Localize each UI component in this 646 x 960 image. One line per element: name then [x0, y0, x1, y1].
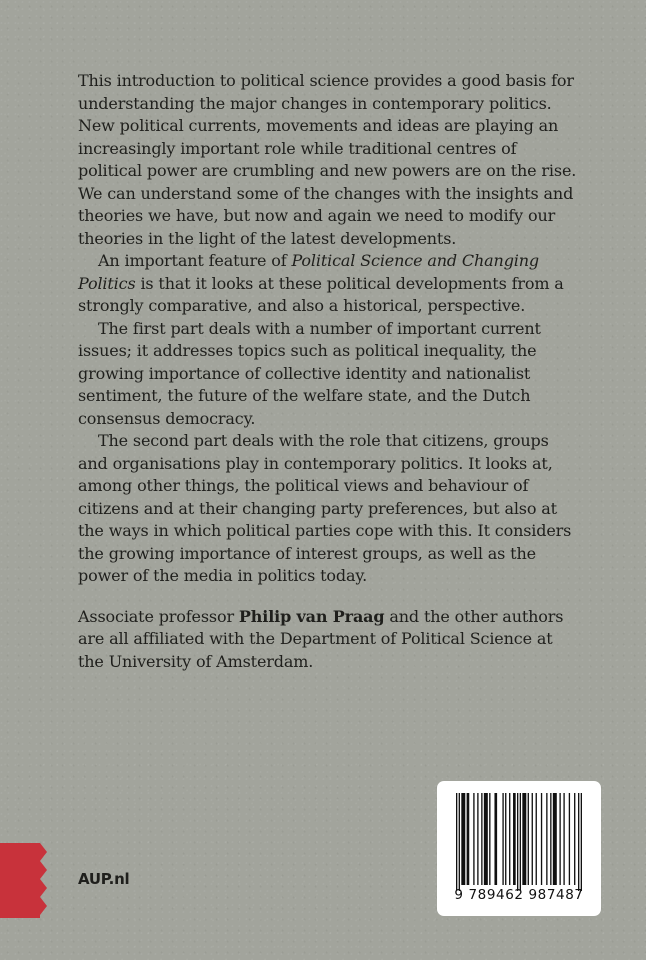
red-zigzag-logo-icon	[0, 843, 47, 918]
blurb-paragraph-2-intro: An important feature of	[98, 251, 292, 270]
barcode-bar	[473, 793, 474, 885]
barcode-bar	[481, 793, 482, 885]
barcode-bar	[581, 793, 582, 891]
barcode-bar	[520, 793, 521, 891]
barcode-bar	[563, 793, 564, 885]
isbn-number: 9 789462 987487	[454, 887, 584, 903]
barcode-bar	[484, 793, 488, 885]
back-cover-blurb	[78, 70, 578, 673]
blurb-paragraph-3: The first part deals with a number of important current issues; it addresses topics such as political inequality, the growing importance of collective identity and nationalist sentiment, the future of the welfare state, and the Dutch consensus democracy.	[78, 318, 541, 428]
barcode-bar	[461, 793, 465, 885]
barcode-bar	[569, 793, 570, 885]
barcode-bar	[456, 793, 457, 891]
barcode-bar	[528, 793, 529, 885]
barcode-bar	[513, 793, 516, 885]
barcode-bar	[505, 793, 506, 885]
publisher-logo-mark	[0, 843, 50, 918]
barcode-bars	[456, 793, 582, 891]
barcode-bar	[502, 793, 503, 885]
blurb-paragraph-2-rest: is that it looks at these political developments from a strongly comparative, and also a historical, perspective.	[78, 273, 564, 315]
barcode-bar	[522, 793, 526, 885]
barcode-bar	[494, 793, 497, 885]
barcode-bar	[467, 793, 470, 885]
author-name: Philip van Praag	[238, 606, 385, 626]
barcode-bar	[578, 793, 579, 891]
barcode-bar	[509, 793, 510, 885]
blurb-paragraph-4: The second part deals with the role that citizens, groups and organisations play in contemporary politics. It looks at, among other things, the political views and behaviour of citizens and at their changing party preferences, but also at the ways in which political parties cope with this. It considers the growing importance of interest groups, as well as the power of the media in politics today.	[78, 431, 572, 585]
barcode-bar	[574, 793, 575, 885]
barcode-bar	[477, 793, 478, 885]
barcode-bar	[541, 793, 542, 885]
blurb-paragraph-2	[78, 250, 578, 318]
book-title: Political Science and Changing Politics	[78, 251, 540, 293]
isbn-barcode	[437, 781, 601, 916]
author-note	[78, 606, 578, 674]
author-note-intro: Associate professor	[78, 606, 239, 626]
barcode-bar	[459, 793, 460, 891]
barcode-bar	[553, 793, 557, 885]
publisher-website: AUP.nl	[78, 870, 130, 888]
barcode-bar	[489, 793, 490, 885]
barcode-bar	[517, 793, 518, 891]
blurb-paragraph-1: This introduction to political science provides a good basis for understanding the major changes in contemporary politics. New political currents, movements and ideas are playing an increasingly important role while traditional centres of political power are crumbling and new powers are on the rise. We can understand some of the changes with the insights and theories we have, but now and again we need to modify our theories in the light of the latest developments.	[78, 71, 577, 248]
barcode-bar	[536, 793, 537, 885]
barcode-bar	[546, 793, 547, 885]
barcode-bar	[559, 793, 560, 885]
author-note-rest: and the other authors are all affiliated with the Department of Political Science at the University of Amsterdam.	[78, 606, 564, 671]
barcode-bar	[532, 793, 533, 885]
barcode-bar	[550, 793, 551, 885]
